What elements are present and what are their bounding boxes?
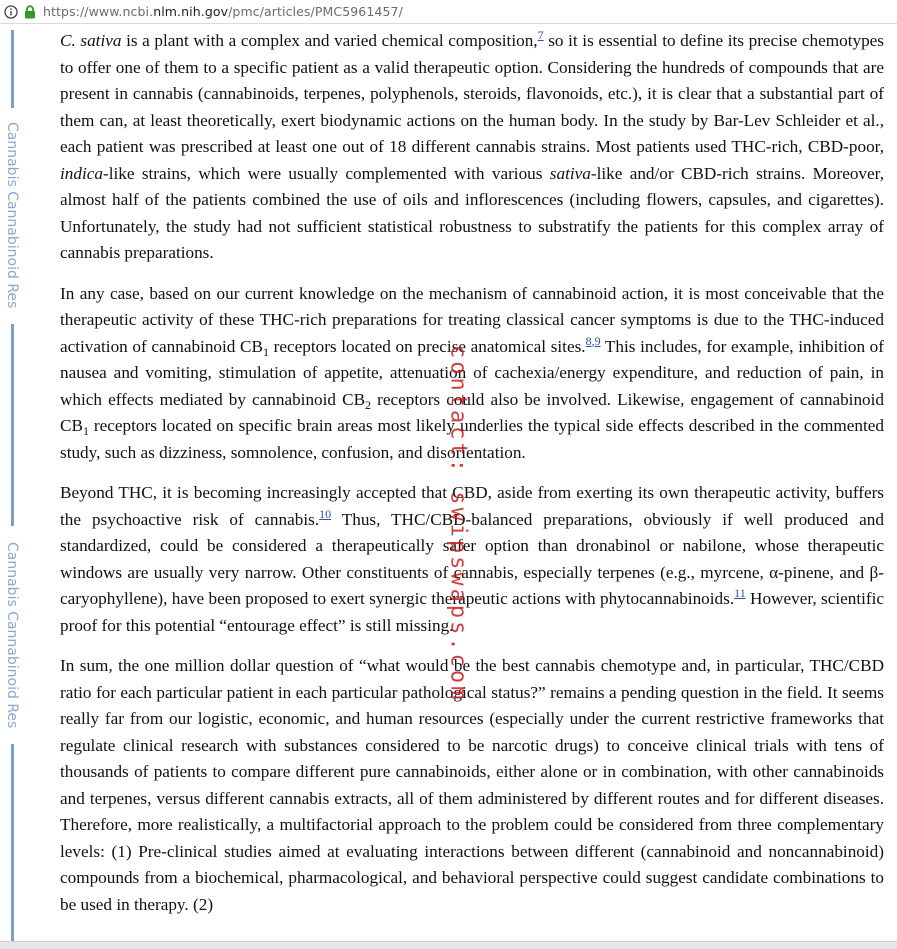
citation-link[interactable]: 8 [585,333,592,348]
text-run: This includes, for example, inhibition of nausea and vomiting, stimulation of appetite, attenuation of cachexia/energy expenditure, and reduction of pain, in which effects mediated by cannabinoid CB [60,336,885,409]
info-icon[interactable] [4,5,18,19]
sidebar-divider [11,324,14,526]
text-run: Thus, THC/CBD-balanced preparations, obviously if well produced and standardized, could be considered a therapeutically safer option than dronabinol or nabilone, whose therapeutic windows are usually very narrow. Other constituents of cannabis, especially terpenes (e.g., myrcene, α-pinene, and β-caryophyllene), have been proposed to exert synergic therapeutic actions with phytocannabinoids. [60,509,884,608]
text-run: Beyond THC, it is becoming increasingly accepted that CBD, aside from exerting its own therapeutic activity, buffers the psychoactive risk of cannabis. [60,483,884,529]
lock-icon [24,5,36,19]
text-run: is a plant with a complex and varied chemical composition, [121,31,538,50]
subscript: 1 [262,344,269,359]
text-run: receptors located on specific brain areas most likely underlies the typical side effects described in the commented study, such as dizziness, somnolence, confusion, and disorientation. [60,416,884,462]
citation-separator: , [591,333,595,348]
watermark: contact: swipswaps.com [445,345,471,703]
text-run: However, scientific proof for this potential “entourage effect” is still missing. [60,589,884,635]
text-run: -like and/or CBD-rich strains. Moreover, almost half of the patients combined the use of oils and inflorescences (including flowers, capsules, and cigarettes). Unfortunately, the study had not sufficient statistical robustness to substratify the patients for this complex array of cannabis preparations. [60,163,884,262]
url-text[interactable] [43,4,403,19]
text-run: receptors located on precise anatomical sites. [268,336,586,356]
citation-link[interactable]: 10 [319,506,332,521]
text-run: receptors could also be involved. Likewise, engagement of cannabinoid CB [60,389,885,435]
url-host: nlm.nih.gov [153,4,229,19]
article-paragraph [60,480,884,639]
text-run: -like strains, which were usually complemented with various [102,163,550,183]
horizontal-scrollbar[interactable] [0,941,897,949]
url-path: /pmc/articles/PMC5961457/ [228,4,403,19]
text-run: In any case, based on our current knowledge on the mechanism of cannabinoid action, it is most conceivable that the therapeutic activity of these THC-rich preparations for treating classical cancer symptoms is due to the THC-induced activation of cannabinoid CB [60,283,884,356]
citation-link[interactable]: 7 [537,28,544,42]
url-prefix: https://www.ncbi. [43,4,154,19]
article-paragraph [60,653,884,918]
sidebar-divider [11,30,14,108]
citation-link[interactable]: 11 [734,586,746,600]
journal-sidebar [0,24,24,949]
text-run: In sum, the one million dollar question of “what would be the best cannabis chemotype and, in particular, THC/CBD ratio for each particular patient in each particular pathological status?” remains a pending question in the field. It seems really far from our logistic, economic, and human resources (especially under the current restrictive frameworks that regulate clinical research with substances considered to be narcotic drugs) to conceive clinical trials with tens of thousands of patients to compare different pure cannabinoids, either alone or in combination, with other cannabinoids and terpenes, versus different cannabis extracts, all of them administered by different routes and for different diseases. Therefore, more realistically, a multifactorial approach to the problem could be considered from three complementary levels: (1) Pre-clinical studies aimed at evaluating interactions between different (cannabinoid and noncannabinoid) compounds from a biochemical, pharmacological, and behavioral perspective could suggest candidate combinations to be used in therapy. (2) [60,656,884,914]
subscript: 2 [365,397,372,412]
address-bar[interactable] [0,0,897,24]
italic-term: sativa [549,163,591,183]
text-run: so it is essential to define its precise chemotypes to offer one of them to a specific patient as a valid therapeutic option. Considering the hundreds of compounds that are present in cannabis (cannabinoids, terpenes, polyphenols, steroids, flavonoids, etc.), it is clear that a substantial part of them can, at least theoretically, exert biodynamic actions on the human body. In the study by Bar-Lev Schleider et al., each patient was prescribed at least one out of 18 different cannabis strains. Most patients used THC-rich, CBD-poor, [60,31,884,156]
subscript: 1 [82,424,89,438]
sidebar-journal-label[interactable]: Cannabis Cannabinoid Res [4,121,20,309]
italic-term: indica [60,163,103,183]
sidebar-divider [11,744,14,949]
sidebar-journal-label[interactable]: Cannabis Cannabinoid Res [4,541,20,729]
species-name: C. sativa [60,31,122,50]
article-paragraph [60,281,884,467]
citation-link[interactable]: 9 [594,333,601,348]
article-body [60,28,884,932]
article-paragraph [60,28,884,267]
